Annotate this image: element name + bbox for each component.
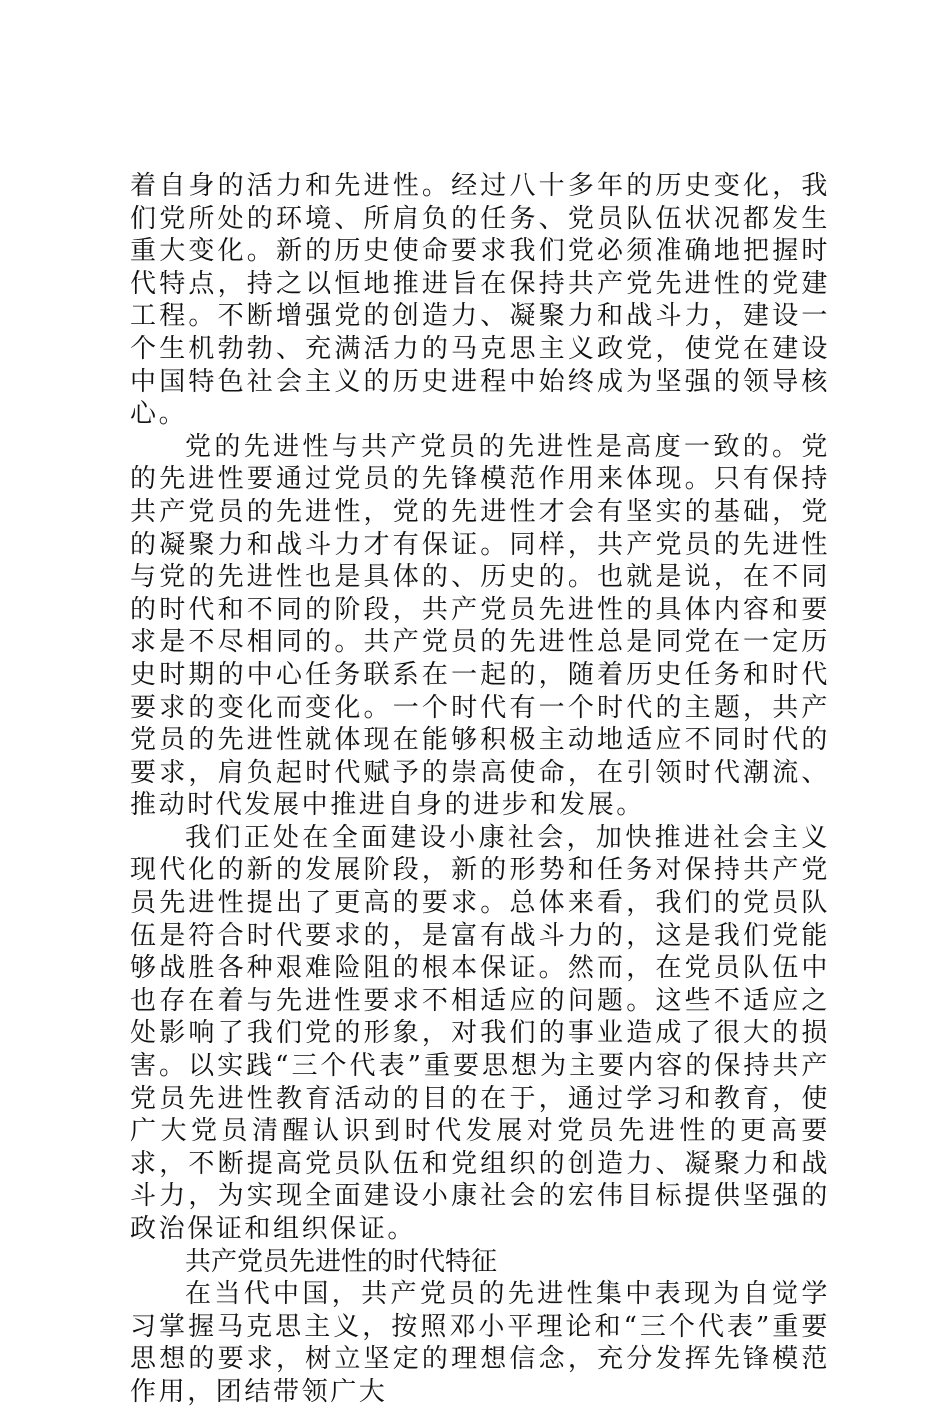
section-heading: 共产党员先进性的时代特征 xyxy=(185,1246,498,1277)
paragraph-party-advancement: 党的先进性与共产党员的先进性是高度一致的。党的先进性要通过党员的先锋模范作用来体现。只有保持共产党员的先进性，党的先进性才会有坚实的基础，党的凝聚力和战斗力才有保证。同样，共产党员的先进性与党的先进性也是具体的、历史的。也就是说，在不同的时代和不同的阶段，共产党员先进性的具体内容和要求是不尽相同的。共产党员的先进性总是同党在一定历史时期的中心任务联系在一起的，随着历史任务和时代要求的变化而变化。一个时代有一个时代的主题，共产党员的先进性就体现在能够积极主动地适应不同时代的要求，肩负起时代赋予的崇高使命，在引领时代潮流、推动时代发展中推进自身的进步和发展。 xyxy=(130,431,830,821)
paragraph-continuation: 着自身的活力和先进性。经过八十多年的历史变化，我们党所处的环境、所肩负的任务、党员队伍状况都发生重大变化。新的历史使命要求我们党必须准确地把握时代特点，持之以恒地推进旨在保持共产党先进性的党建工程。不断增强党的创造力、凝聚力和战斗力，建设一个生机勃勃、充满活力的马克思主义政党，使党在建设中国特色社会主义的历史进程中始终成为坚强的领导核心。 xyxy=(130,171,830,430)
paragraph-new-stage: 我们正处在全面建设小康社会，加快推进社会主义现代化的新的发展阶段，新的形势和任务对保持共产党员先进性提出了更高的要求。总体来看，我们的党员队伍是符合时代要求的，是富有战斗力的，这是我们党能够战胜各种艰难险阻的根本保证。然而，在党员队伍中也存在着与先进性要求不相适应的问题。这些不适应之处影响了我们党的形象，对我们的事业造成了很大的损害。以实践“三个代表”重要思想为主要内容的保持共产党员先进性教育活动的目的在于，通过学习和教育，使广大党员清醒认识到时代发展对党员先进性的更高要求，不断提高党员队伍和党组织的创造力、凝聚力和战斗力，为实现全面建设小康社会的宏伟目标提供坚强的政治保证和组织保证。 xyxy=(130,822,830,1244)
document-body xyxy=(130,170,830,1409)
paragraph-contemporary-china: 在当代中国，共产党员的先进性集中表现为自觉学习掌握马克思主义，按照邓小平理论和“三个代表”重要思想的要求，树立坚定的理想信念，充分发挥先锋模范作用，团结带领广大 xyxy=(130,1279,830,1407)
